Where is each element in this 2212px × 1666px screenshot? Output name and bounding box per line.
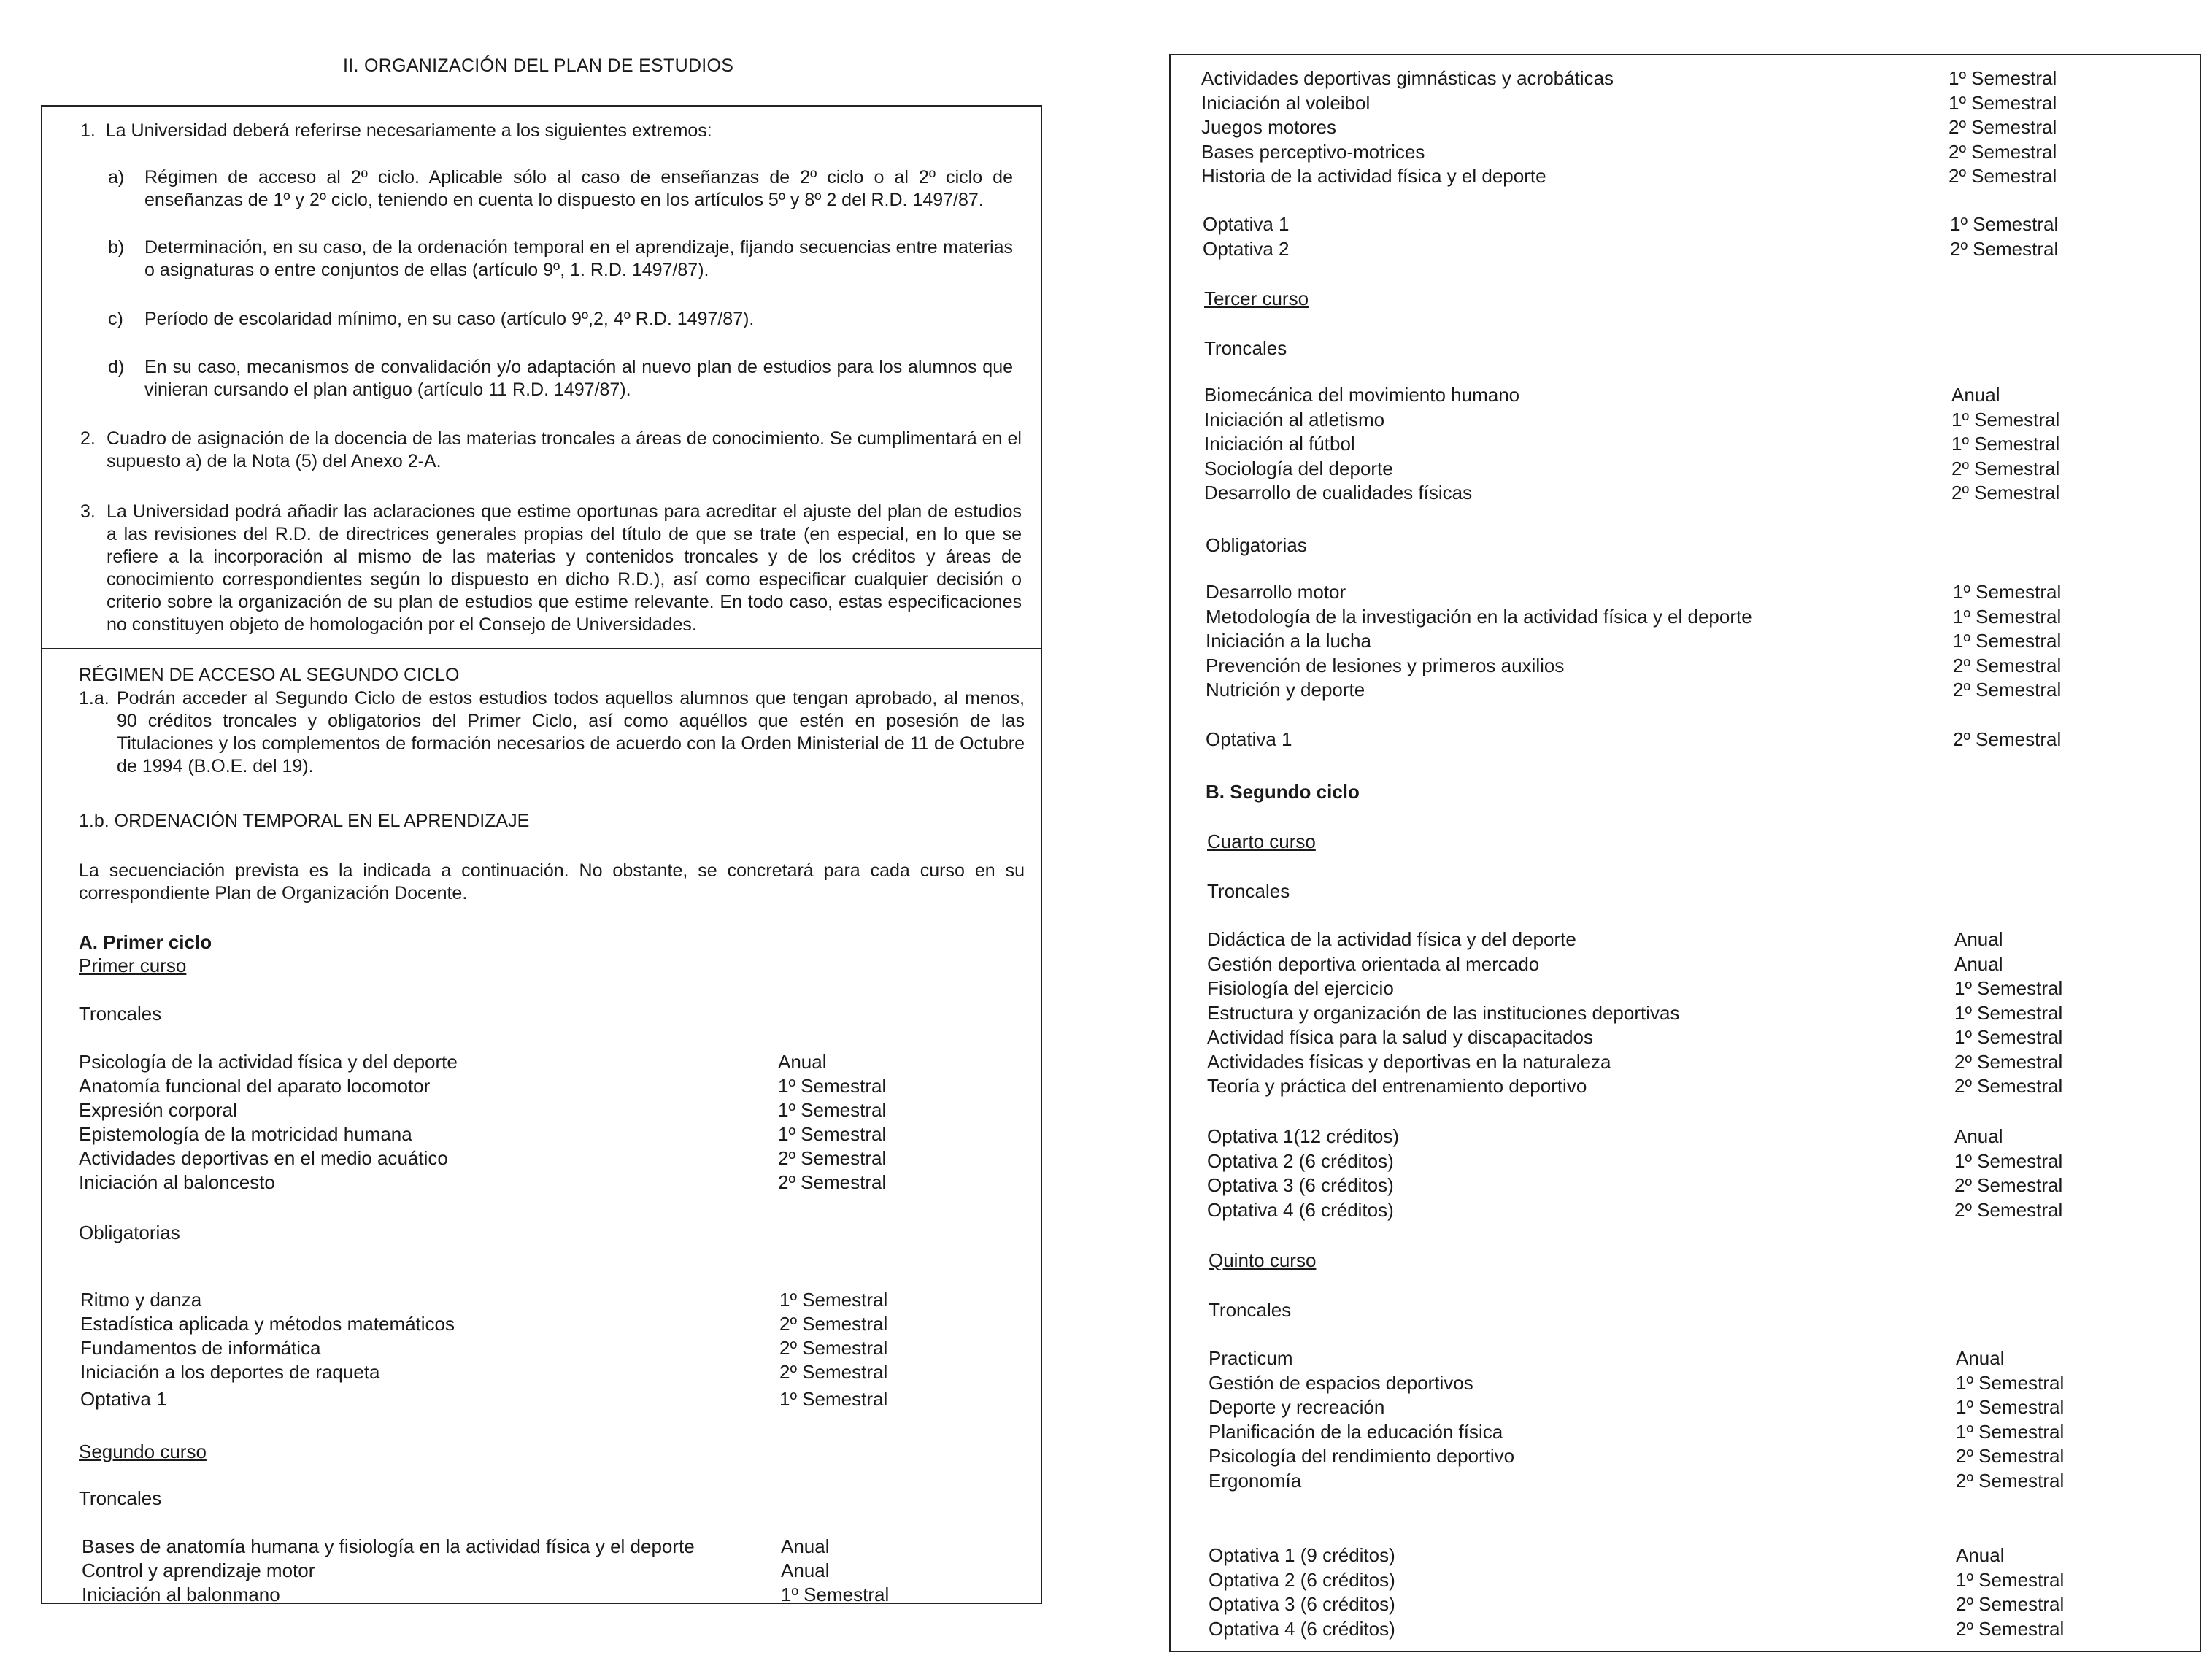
subject-name: Gestión deportiva orientada al mercado [1207,952,1540,975]
subject-period: 2º Semestral [1949,116,2057,138]
study-plan-box [41,648,1042,1604]
ordering-heading: 1.b. ORDENACIÓN TEMPORAL EN EL APRENDIZAJE [79,811,530,831]
subject-name: Estadística aplicada y métodos matemáticos [80,1313,455,1335]
subject-name: Iniciación a la lucha [1206,630,1371,652]
subject-name: Psicología del rendimiento deportivo [1209,1445,1515,1467]
subject-name: Prevención de lesiones y primeros auxilios [1206,654,1565,676]
subject-name: Iniciación al atletismo [1204,408,1385,431]
subject-name: Ergonomía [1209,1469,1302,1492]
subject-period: 1º Semestral [778,1075,887,1097]
subject-name: Fisiología del ejercicio [1207,977,1394,999]
subject-period: 2º Semestral [778,1147,887,1169]
subject-name: Expresión corporal [79,1099,237,1121]
subject-name: Optativa 3 (6 créditos) [1209,1593,1395,1615]
subject-period: 2º Semestral [1951,482,2060,504]
sub-item-text: Período de escolaridad mínimo, en su caso (artículo 9º,2, 4º R.D. 1497/87). [144,309,755,329]
cuarto-curso-heading: Cuarto curso [1207,830,1316,852]
subject-name: Desarrollo motor [1206,581,1346,603]
subject-period: 2º Semestral [1953,654,2062,676]
sub-item-d [108,356,1013,401]
subject-name: Optativa 1 (9 créditos) [1209,1544,1395,1566]
sub-item-a [108,166,1013,212]
subject-period: 1º Semestral [1951,433,2060,455]
subject-period: 2º Semestral [1954,1050,2063,1073]
sub-item-text: En su caso, mecanismos de convalidación y/o adaptación al nuevo plan de estudios para los alumnos que vinieran cursando el plan antiguo (artículo 11 R.D. 1497/87). [144,357,1013,400]
subject-name: Teoría y práctica del entrenamiento deportivo [1207,1075,1587,1097]
subject-period: 1º Semestral [781,1584,890,1605]
subject-name: Optativa 1 [80,1388,167,1410]
subject-name: Bases de anatomía humana y fisiología en la actividad física y el deporte [82,1535,695,1557]
subject-name: Optativa 4 (6 créditos) [1209,1617,1395,1640]
sub-item-text: Régimen de acceso al 2º ciclo. Aplicable sólo al caso de enseñanzas de 2º ciclo o al 2º ciclo de enseñanzas de 1º y 2º ciclo, teniendo en cuenta lo dispuesto en los artículos 5º y 8º 2 del R.D. 1497/87. [144,167,1013,210]
subject-period: 1º Semestral [1954,1149,2063,1172]
subject-period: 1º Semestral [1954,1026,2063,1048]
subject-period: Anual [778,1051,827,1073]
subject-period: Anual [1956,1544,2005,1566]
primer-ciclo-heading: A. Primer ciclo [79,931,212,953]
sub-item-letter: b) [108,237,125,258]
instruction-item-1 [80,120,712,142]
quinto-troncales-heading: Troncales [1209,1299,1292,1321]
subject-period: 1º Semestral [1953,605,2062,628]
subject-name: Iniciación al fútbol [1204,433,1355,455]
subject-period: 1º Semestral [1953,581,2062,603]
item-number: 1.a. [79,688,109,709]
subject-period: 2º Semestral [1956,1445,2065,1467]
subject-name: Anatomía funcional del aparato locomotor [79,1075,431,1097]
subject-name: Didáctica de la actividad física y del deporte [1207,928,1576,950]
subject-name: Historia de la actividad física y el deporte [1201,165,1546,187]
subject-period: 2º Semestral [1949,140,2057,163]
subject-name: Optativa 2 (6 créditos) [1209,1568,1395,1591]
segundo-troncales-heading: Troncales [79,1487,162,1509]
sub-item-c [108,308,1013,331]
subject-period: 2º Semestral [1953,679,2062,701]
subject-period: 1º Semestral [1956,1568,2065,1591]
subject-period: 2º Semestral [1950,237,2059,260]
subject-period: 1º Semestral [779,1289,888,1311]
subject-period: 1º Semestral [778,1099,887,1121]
subject-period: 1º Semestral [1951,408,2060,431]
instructions-box [41,105,1042,649]
ordering-text: La secuenciación prevista es la indicada a continuación. No obstante, se concretará para cada curso en su correspondiente Plan de Organización Docente. [79,860,1025,903]
sub-item-letter: a) [108,167,125,188]
subject-name: Metodología de la investigación en la actividad física y el deporte [1206,605,1752,628]
subject-name: Desarrollo de cualidades físicas [1204,482,1473,504]
subject-period: 2º Semestral [779,1337,888,1359]
subject-period: 2º Semestral [778,1171,887,1193]
subject-name: Epistemología de la motricidad humana [79,1123,412,1145]
subject-name: Practicum [1209,1347,1293,1369]
subject-name: Fundamentos de informática [80,1337,321,1359]
primer-troncales-heading: Troncales [79,1003,162,1025]
subject-period: 1º Semestral [1954,977,2063,999]
subject-name: Optativa 1 [1203,213,1290,235]
subject-name: Iniciación al baloncesto [79,1171,275,1193]
subject-name: Optativa 4 (6 créditos) [1207,1198,1394,1221]
item-text: Podrán acceder al Segundo Ciclo de estos estudios todos aquellos alumnos que tengan aprobado, al menos, 90 créditos troncales y obligatorios del Primer Ciclo, así como aquéllos que estén en posesión de las Titulaciones y los complementos de formación necesarios de acuerdo con la Orden Ministerial de 11 de Octubre de 1994 (B.O.E. del 19). [117,688,1025,776]
subject-name: Planificación de la educación física [1209,1420,1503,1443]
sub-item-letter: d) [108,357,125,377]
subject-name: Estructura y organización de las instituciones deportivas [1207,1001,1680,1024]
sub-item-text: Determinación, en su caso, de la ordenación temporal en el aprendizaje, fijando secuencias entre materias o asignaturas o entre conjuntos de ellas (artículo 9º, 1. R.D. 1497/87). [144,237,1013,280]
quinto-curso-heading: Quinto curso [1209,1249,1317,1271]
access-heading: RÉGIMEN DE ACCESO AL SEGUNDO CICLO [79,665,460,685]
subject-name: Biomecánica del movimiento humano [1204,384,1520,406]
subject-name: Juegos motores [1201,116,1336,138]
subject-name: Iniciación al balonmano [82,1584,280,1605]
cuarto-troncales-heading: Troncales [1207,880,1290,902]
subject-period: Anual [1954,952,2003,975]
tercer-curso-heading: Tercer curso [1204,288,1309,309]
subject-name: Optativa 2 [1203,237,1290,260]
subject-name: Psicología de la actividad física y del deporte [79,1051,458,1073]
subject-name: Sociología del deporte [1204,457,1393,479]
subject-period: 1º Semestral [1954,1001,2063,1024]
subject-period: Anual [1956,1347,2005,1369]
subject-period: 2º Semestral [1954,1075,2063,1097]
subject-name: Optativa 3 (6 créditos) [1207,1174,1394,1196]
subject-period: Anual [781,1559,830,1581]
subject-name: Iniciación a los deportes de raqueta [80,1361,380,1383]
subject-name: Iniciación al voleibol [1201,91,1371,114]
subject-period: 2º Semestral [1949,165,2057,187]
subject-period: 1º Semestral [1949,91,2057,114]
tercer-troncales-heading: Troncales [1204,337,1287,359]
sub-item-letter: c) [108,309,123,329]
subject-period: 1º Semestral [1956,1420,2065,1443]
instruction-item-3 [80,501,1022,636]
subject-name: Gestión de espacios deportivos [1209,1371,1473,1394]
item-number: 3. [80,501,96,522]
subject-period: 1º Semestral [778,1123,887,1145]
subject-period: Anual [1951,384,2000,406]
subject-name: Bases perceptivo-motrices [1201,140,1425,163]
item-number: 1. [80,120,96,141]
subject-period: 2º Semestral [1956,1469,2065,1492]
study-plan-continued-box [1169,54,2201,1652]
segundo-curso-heading: Segundo curso [79,1441,207,1462]
item-text: La Universidad deberá referirse necesariamente a los siguientes extremos: [105,120,712,141]
segundo-ciclo-heading: B. Segundo ciclo [1206,781,1360,803]
subject-name: Ritmo y danza [80,1289,202,1311]
subject-period: 1º Semestral [1950,213,2059,235]
subject-period: 1º Semestral [1949,67,2057,89]
subject-name: Actividades físicas y deportivas en la naturaleza [1207,1050,1611,1073]
subject-period: 2º Semestral [779,1313,888,1335]
subject-name: Actividades deportivas gimnásticas y acrobáticas [1201,67,1614,89]
subject-period: 2º Semestral [1953,728,2062,750]
subject-name: Actividades deportivas en el medio acuático [79,1147,448,1169]
item-text: La Universidad podrá añadir las aclaraciones que estime oportunas para acreditar el ajuste del plan de estudios a las revisiones del R.D. de directrices generales propias del título de que se trate (en especial, en lo que se refiere a la incorporación al mismo de las materias y contenidos troncales y de los créditos y áreas de conocimiento correspondientes según lo dispuesto en dicho R.D.), así como especificar cualquier decisión o criterio sobre la organización de su plan de estudios que estime relevante. En todo caso, estas especificaciones no constituyen objeto de homologación por el Consejo de Universidades. [107,501,1022,635]
item-number: 2. [80,428,96,449]
access-item [79,687,1025,778]
subject-period: 1º Semestral [1953,630,2062,652]
subject-name: Nutrición y deporte [1206,679,1365,701]
subject-period: Anual [781,1535,830,1557]
subject-period: 1º Semestral [779,1388,888,1410]
primer-obligatorias-heading: Obligatorias [79,1222,180,1243]
subject-name: Optativa 1(12 créditos) [1207,1125,1400,1147]
subject-name: Deporte y recreación [1209,1396,1385,1418]
item-text: Cuadro de asignación de la docencia de las materias troncales a áreas de conocimiento. Se cumplimentará en el supuesto a) de la Nota (5) del Anexo 2-A. [107,428,1022,471]
subject-period: 2º Semestral [779,1361,888,1383]
subject-name: Optativa 2 (6 créditos) [1207,1149,1394,1172]
subject-period: Anual [1954,928,2003,950]
subject-period: 1º Semestral [1956,1371,2065,1394]
subject-period: 2º Semestral [1951,457,2060,479]
subject-period: Anual [1954,1125,2003,1147]
subject-period: 2º Semestral [1956,1617,2065,1640]
page-title: II. ORGANIZACIÓN DEL PLAN DE ESTUDIOS [343,55,734,76]
subject-name: Control y aprendizaje motor [82,1559,315,1581]
subject-name: Actividad física para la salud y discapacitados [1207,1026,1593,1048]
subject-period: 1º Semestral [1956,1396,2065,1418]
primer-curso-heading: Primer curso [79,955,187,976]
subject-period: 2º Semestral [1956,1593,2065,1615]
subject-name: Optativa 1 [1206,728,1292,750]
subject-period: 2º Semestral [1954,1174,2063,1196]
sub-item-b [108,236,1013,282]
subject-period: 2º Semestral [1954,1198,2063,1221]
instruction-item-2 [80,428,1022,473]
tercer-obligatorias-heading: Obligatorias [1206,534,1307,556]
